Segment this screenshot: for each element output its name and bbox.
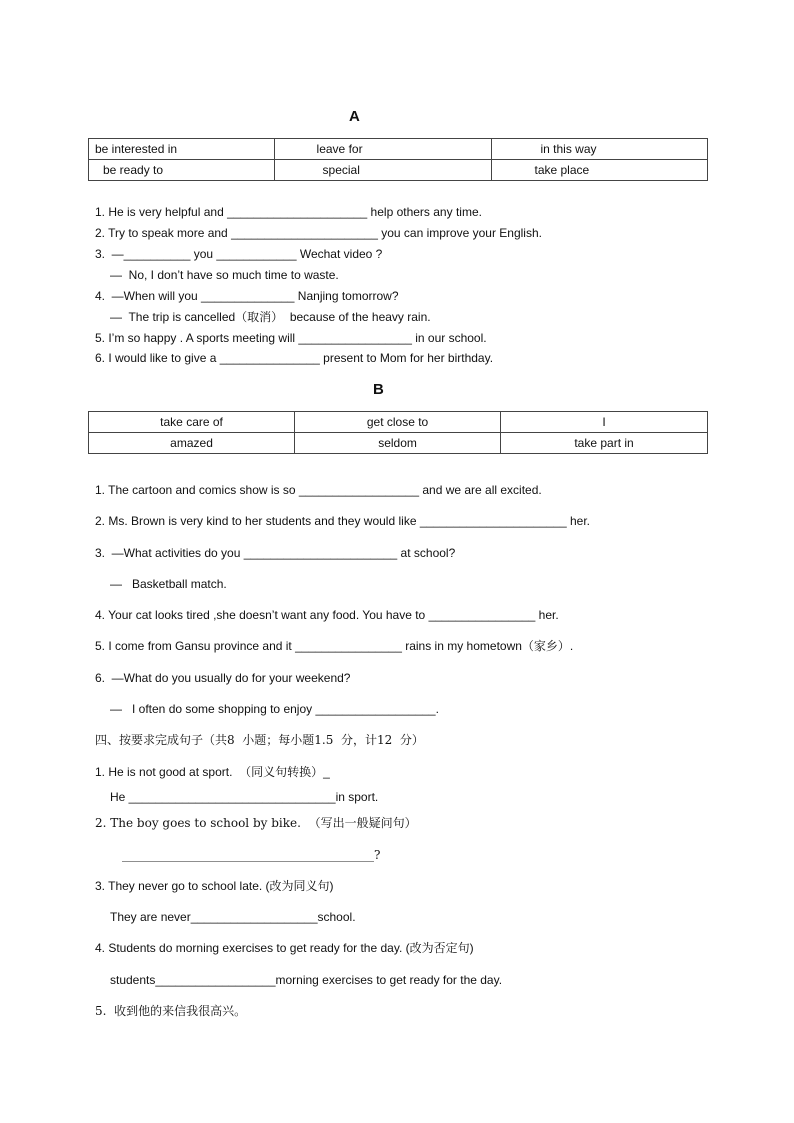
section-b-question-line: — Basketball match. bbox=[110, 577, 227, 591]
word-bank-cell: take care of bbox=[89, 412, 295, 433]
word-bank-cell: in this way bbox=[492, 139, 708, 160]
section-b-heading: B bbox=[373, 381, 384, 398]
section-b-question-line: 6. —What do you usually do for your weekend? bbox=[95, 671, 351, 685]
word-bank-cell: seldom bbox=[295, 433, 501, 454]
section-a-question-line: — The trip is cancelled（取消） because of the heavy rain. bbox=[110, 310, 431, 324]
word-bank-row bbox=[89, 160, 708, 181]
word-bank-row bbox=[89, 412, 708, 433]
section-a-question-line: 2. Try to speak more and ______________________ you can improve your English. bbox=[95, 226, 542, 240]
word-bank-row bbox=[89, 433, 708, 454]
section-a-question-line: 3. —__________ you ____________ Wechat video ? bbox=[95, 247, 383, 261]
word-bank-cell: leave for bbox=[274, 139, 492, 160]
section-4-question-line: They are never___________________school. bbox=[110, 910, 356, 924]
word-bank-cell: special bbox=[274, 160, 492, 181]
section-4-question-line: 5. 收到他的来信我很高兴。 bbox=[95, 1004, 247, 1018]
word-bank-cell: I bbox=[501, 412, 708, 433]
section-4-question-line: 1. He is not good at sport. （同义句转换）_ bbox=[95, 765, 330, 779]
word-bank-cell: take place bbox=[492, 160, 708, 181]
word-bank-cell: be ready to bbox=[89, 160, 275, 181]
section-a-question-line: 4. —When will you ______________ Nanjing tomorrow? bbox=[95, 289, 399, 303]
section-4-question-line: He _______________________________in sport. bbox=[110, 790, 379, 804]
section-4-question-line: 4. Students do morning exercises to get ready for the day. (改为否定句) bbox=[95, 941, 474, 955]
word-bank-row bbox=[89, 139, 708, 160]
word-bank-cell: be interested in bbox=[89, 139, 275, 160]
section-a-question-line: 5. I’m so happy . A sports meeting will _________________ in our school. bbox=[95, 331, 487, 345]
section-b-question-line: 2. Ms. Brown is very kind to her students and they would like ______________________ her. bbox=[95, 514, 590, 528]
section-b-question-line: 3. —What activities do you _______________________ at school? bbox=[95, 546, 456, 560]
word-bank-cell: amazed bbox=[89, 433, 295, 454]
section-4-question-line: 3. They never go to school late. (改为同义句) bbox=[95, 879, 334, 893]
section-b-question-line: 4. Your cat looks tired ,she doesn’t want any food. You have to ________________ her. bbox=[95, 608, 559, 622]
section-b-question-line: — I often do some shopping to enjoy __________________. bbox=[110, 702, 439, 716]
section-4-heading: 四、按要求完成句子（共8 小题；每小题1.5 分，计12 分） bbox=[95, 733, 424, 747]
word-bank-a bbox=[88, 138, 708, 181]
section-a-question-line: — No, I don’t have so much time to waste. bbox=[110, 268, 339, 282]
word-bank-cell: take part in bbox=[501, 433, 708, 454]
word-bank-cell: get close to bbox=[295, 412, 501, 433]
section-a-heading: A bbox=[349, 108, 360, 125]
section-4-question-line: students__________________morning exercises to get ready for the day. bbox=[110, 973, 503, 987]
section-b-question-line: 5. I come from Gansu province and it ________________ rains in my hometown（家乡）. bbox=[95, 639, 574, 653]
word-bank-b bbox=[88, 411, 708, 454]
section-4-question-line: __________________________________________? bbox=[122, 848, 381, 862]
section-a-question-line: 6. I would like to give a _______________ present to Mom for her birthday. bbox=[95, 351, 494, 365]
section-4-question-line: 2. The boy goes to school by bike. （写出一般疑问句） bbox=[95, 816, 417, 830]
section-b-question-line: 1. The cartoon and comics show is so __________________ and we are all excited. bbox=[95, 483, 542, 497]
section-a-question-line: 1. He is very helpful and _____________________ help others any time. bbox=[95, 205, 482, 219]
